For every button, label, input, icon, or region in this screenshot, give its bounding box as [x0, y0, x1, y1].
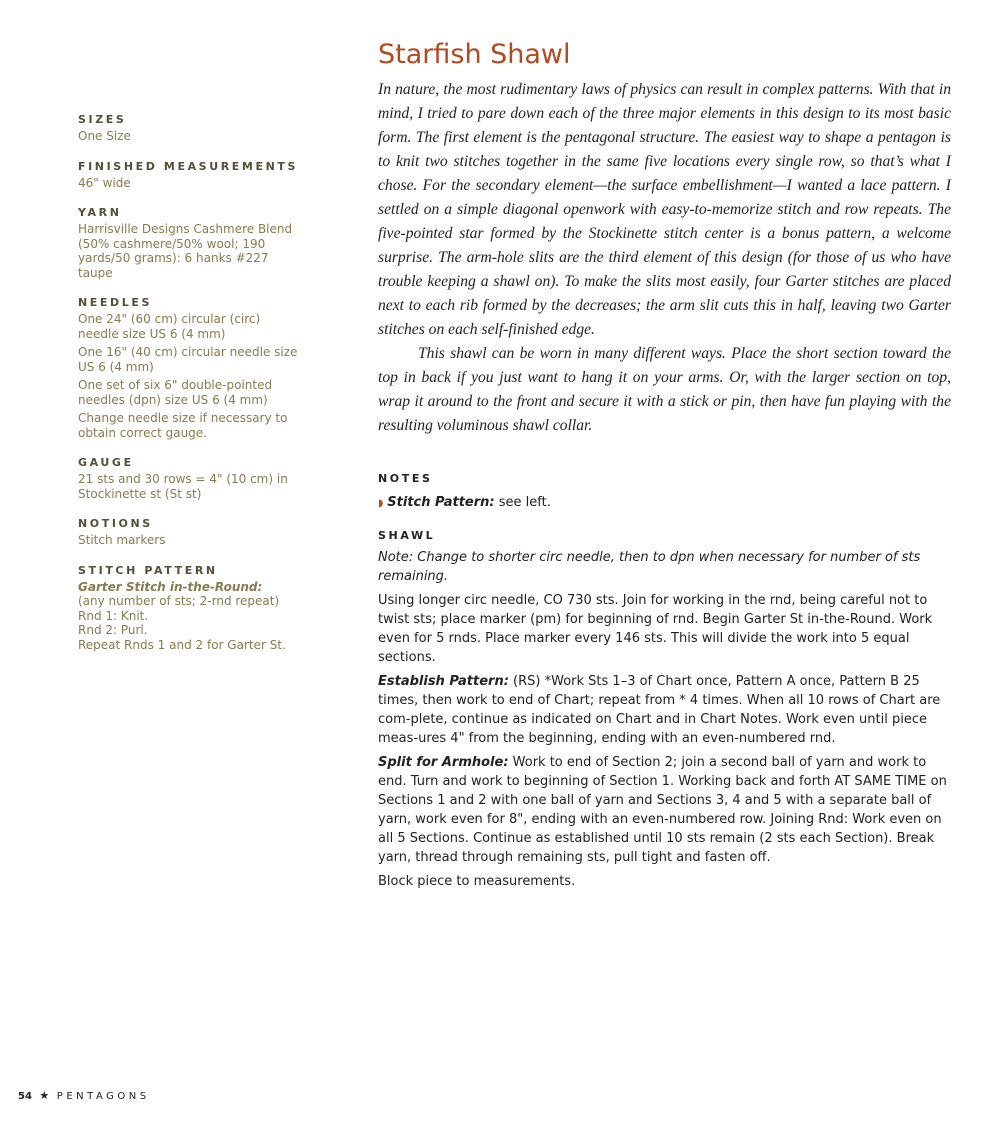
notes-heading: NOTES [378, 472, 433, 485]
notes-label: Stitch Pattern: [387, 495, 495, 510]
stitch-pattern-section [78, 564, 323, 653]
stitch-pattern-line: Rnd 2: Purl. [78, 623, 148, 637]
notions-line: Stitch markers [78, 533, 166, 547]
instruction-text: Work to end of Section 2; join a second ball of yarn and work to end. Turn and work to beginning of Section 1. Working back and forth AT SAME TIME on Sections 1 and 2 with one ball of yarn and Sections 3, 4 and 5 with a separate ball of yarn, work even for 8", ending with an even-numbered row. Joining Rnd: Work even on all 5 Sections. Continue as established until 10 sts remain (2 sts each Section). Break yarn, thread through remaining sts, pull tight and fasten off. [378, 755, 947, 865]
yarn-section [78, 206, 323, 280]
main-column [378, 38, 951, 896]
yarn-line: (50% cashmere/50% wool; 190 [78, 236, 266, 251]
needles-line: One set of six 6" double-pointed [78, 378, 273, 392]
sizes-section [78, 113, 323, 144]
yarn-heading: YARN [78, 206, 122, 219]
needles-section [78, 296, 323, 440]
yarn-line: yards/50 grams): 6 hanks #227 [78, 251, 269, 265]
stitch-pattern-subheading: Garter Stitch in-the-Round: [78, 579, 263, 594]
sidebar [78, 113, 323, 668]
shawl-note: Note: Change to shorter circ needle, then to dpn when necessary for number of sts remaining. [378, 550, 921, 584]
needles-heading: NEEDLES [78, 296, 153, 309]
stitch-pattern-line: (any number of sts; 2-rnd repeat) [78, 594, 280, 608]
yarn-line: taupe [78, 265, 113, 280]
notions-section [78, 517, 323, 548]
gauge-section [78, 456, 323, 501]
instruction-paragraph [378, 672, 951, 748]
gauge-line: Stockinette st (St st) [78, 486, 202, 501]
gauge-line: 21 sts and 30 rows = 4" (10 cm) in [78, 472, 288, 486]
instruction-paragraph: Block piece to measurements. [378, 874, 576, 889]
star-icon: ★ [39, 1089, 50, 1102]
notes-item [378, 493, 951, 513]
intro-paragraph: In nature, the most rudimentary laws of physics can result in complex patterns. With that in mind, I tried to pare down each of the three major elements in this design to its most basic form. The first element is the pentagonal structure. The easiest way to shape a pentagon is to knit two stitches together in the same five locations every single row, so that’s what I chose. For the secondary element—the surface embellishment—I wanted a lace pattern. I settled on a simple diagonal openwork with easy-to-memorize stitch and row repeats. The five-pointed star formed by the Stockinette stitch center is a bonus pattern, a welcome surprise. The arm-hole slits are the third element of this design (for those of us who have trouble keeping a shawl on). To make the slits most easily, four Garter stitches are placed next to each rib formed by the decreases; the arm slit cuts this in half, leaving two Garter stitches on each self-finished edge. [378, 81, 951, 338]
needles-line: needles (dpn) size US 6 (4 mm) [78, 392, 268, 407]
stitch-pattern-heading: STITCH PATTERN [78, 563, 218, 577]
section-name: PENTAGONS [56, 1091, 150, 1102]
gauge-heading: GAUGE [78, 456, 134, 469]
needles-line: One 24" (60 cm) circular (circ) [78, 312, 261, 326]
needles-line: Change needle size if necessary to [78, 411, 288, 425]
needles-line: One 16" (40 cm) circular needle size [78, 345, 298, 359]
page-number: 54 [18, 1091, 32, 1102]
notes-text: see left. [494, 495, 551, 510]
instruction-label: Split for Armhole: [378, 755, 509, 770]
notions-heading: NOTIONS [78, 517, 153, 530]
intro [378, 78, 951, 438]
finished-measurements-section [78, 160, 323, 191]
stitch-pattern-line: Rnd 1: Knit. [78, 608, 149, 623]
yarn-line: Harrisville Designs Cashmere Blend [78, 222, 293, 236]
finished-measurements-value: 46" wide [78, 175, 131, 190]
needles-line: needle size US 6 (4 mm) [78, 326, 226, 341]
intro-paragraph: This shawl can be worn in many different ways. Place the short section toward the top in back if you just want to hang it on your arms. Or, with the larger section on top, wrap it around to the front and secure it with a stick or pin, then have fun playing with the resulting voluminous shawl collar. [378, 345, 951, 434]
instruction-paragraph: Using longer circ needle, CO 730 sts. Join for working in the rnd, being careful not to twist sts; place marker (pm) for beginning of rnd. Begin Garter St in-the-Round. Work even for 5 rnds. Place marker every 146 sts. This will divide the work into 5 equal sections. [378, 593, 933, 665]
instruction-label: Establish Pattern: [378, 674, 509, 689]
finished-measurements-heading: FINISHED MEASUREMENTS [78, 159, 299, 173]
bullet-icon: ◗ [378, 498, 384, 509]
page-footer [18, 1089, 150, 1102]
sizes-value: One Size [78, 129, 131, 143]
shawl-heading: SHAWL [378, 529, 436, 542]
page-title: Starfish Shawl [378, 39, 571, 70]
sizes-heading: SIZES [78, 113, 127, 126]
instruction-text: (RS) *Work Sts 1–3 of Chart once, Pattern A once, Pattern B 25 times, then work to end of Chart; repeat from * 4 times. When all 10 rows of Chart are com-plete, continue as indicated on Chart and in Chart Notes. Work even until piece meas-ures 4" from the beginning, ending with an even-numbered rnd. [378, 674, 941, 746]
instruction-paragraph [378, 753, 951, 867]
needles-line: obtain correct gauge. [78, 425, 207, 440]
needles-line: US 6 (4 mm) [78, 359, 154, 374]
stitch-pattern-line: Repeat Rnds 1 and 2 for Garter St. [78, 637, 286, 652]
